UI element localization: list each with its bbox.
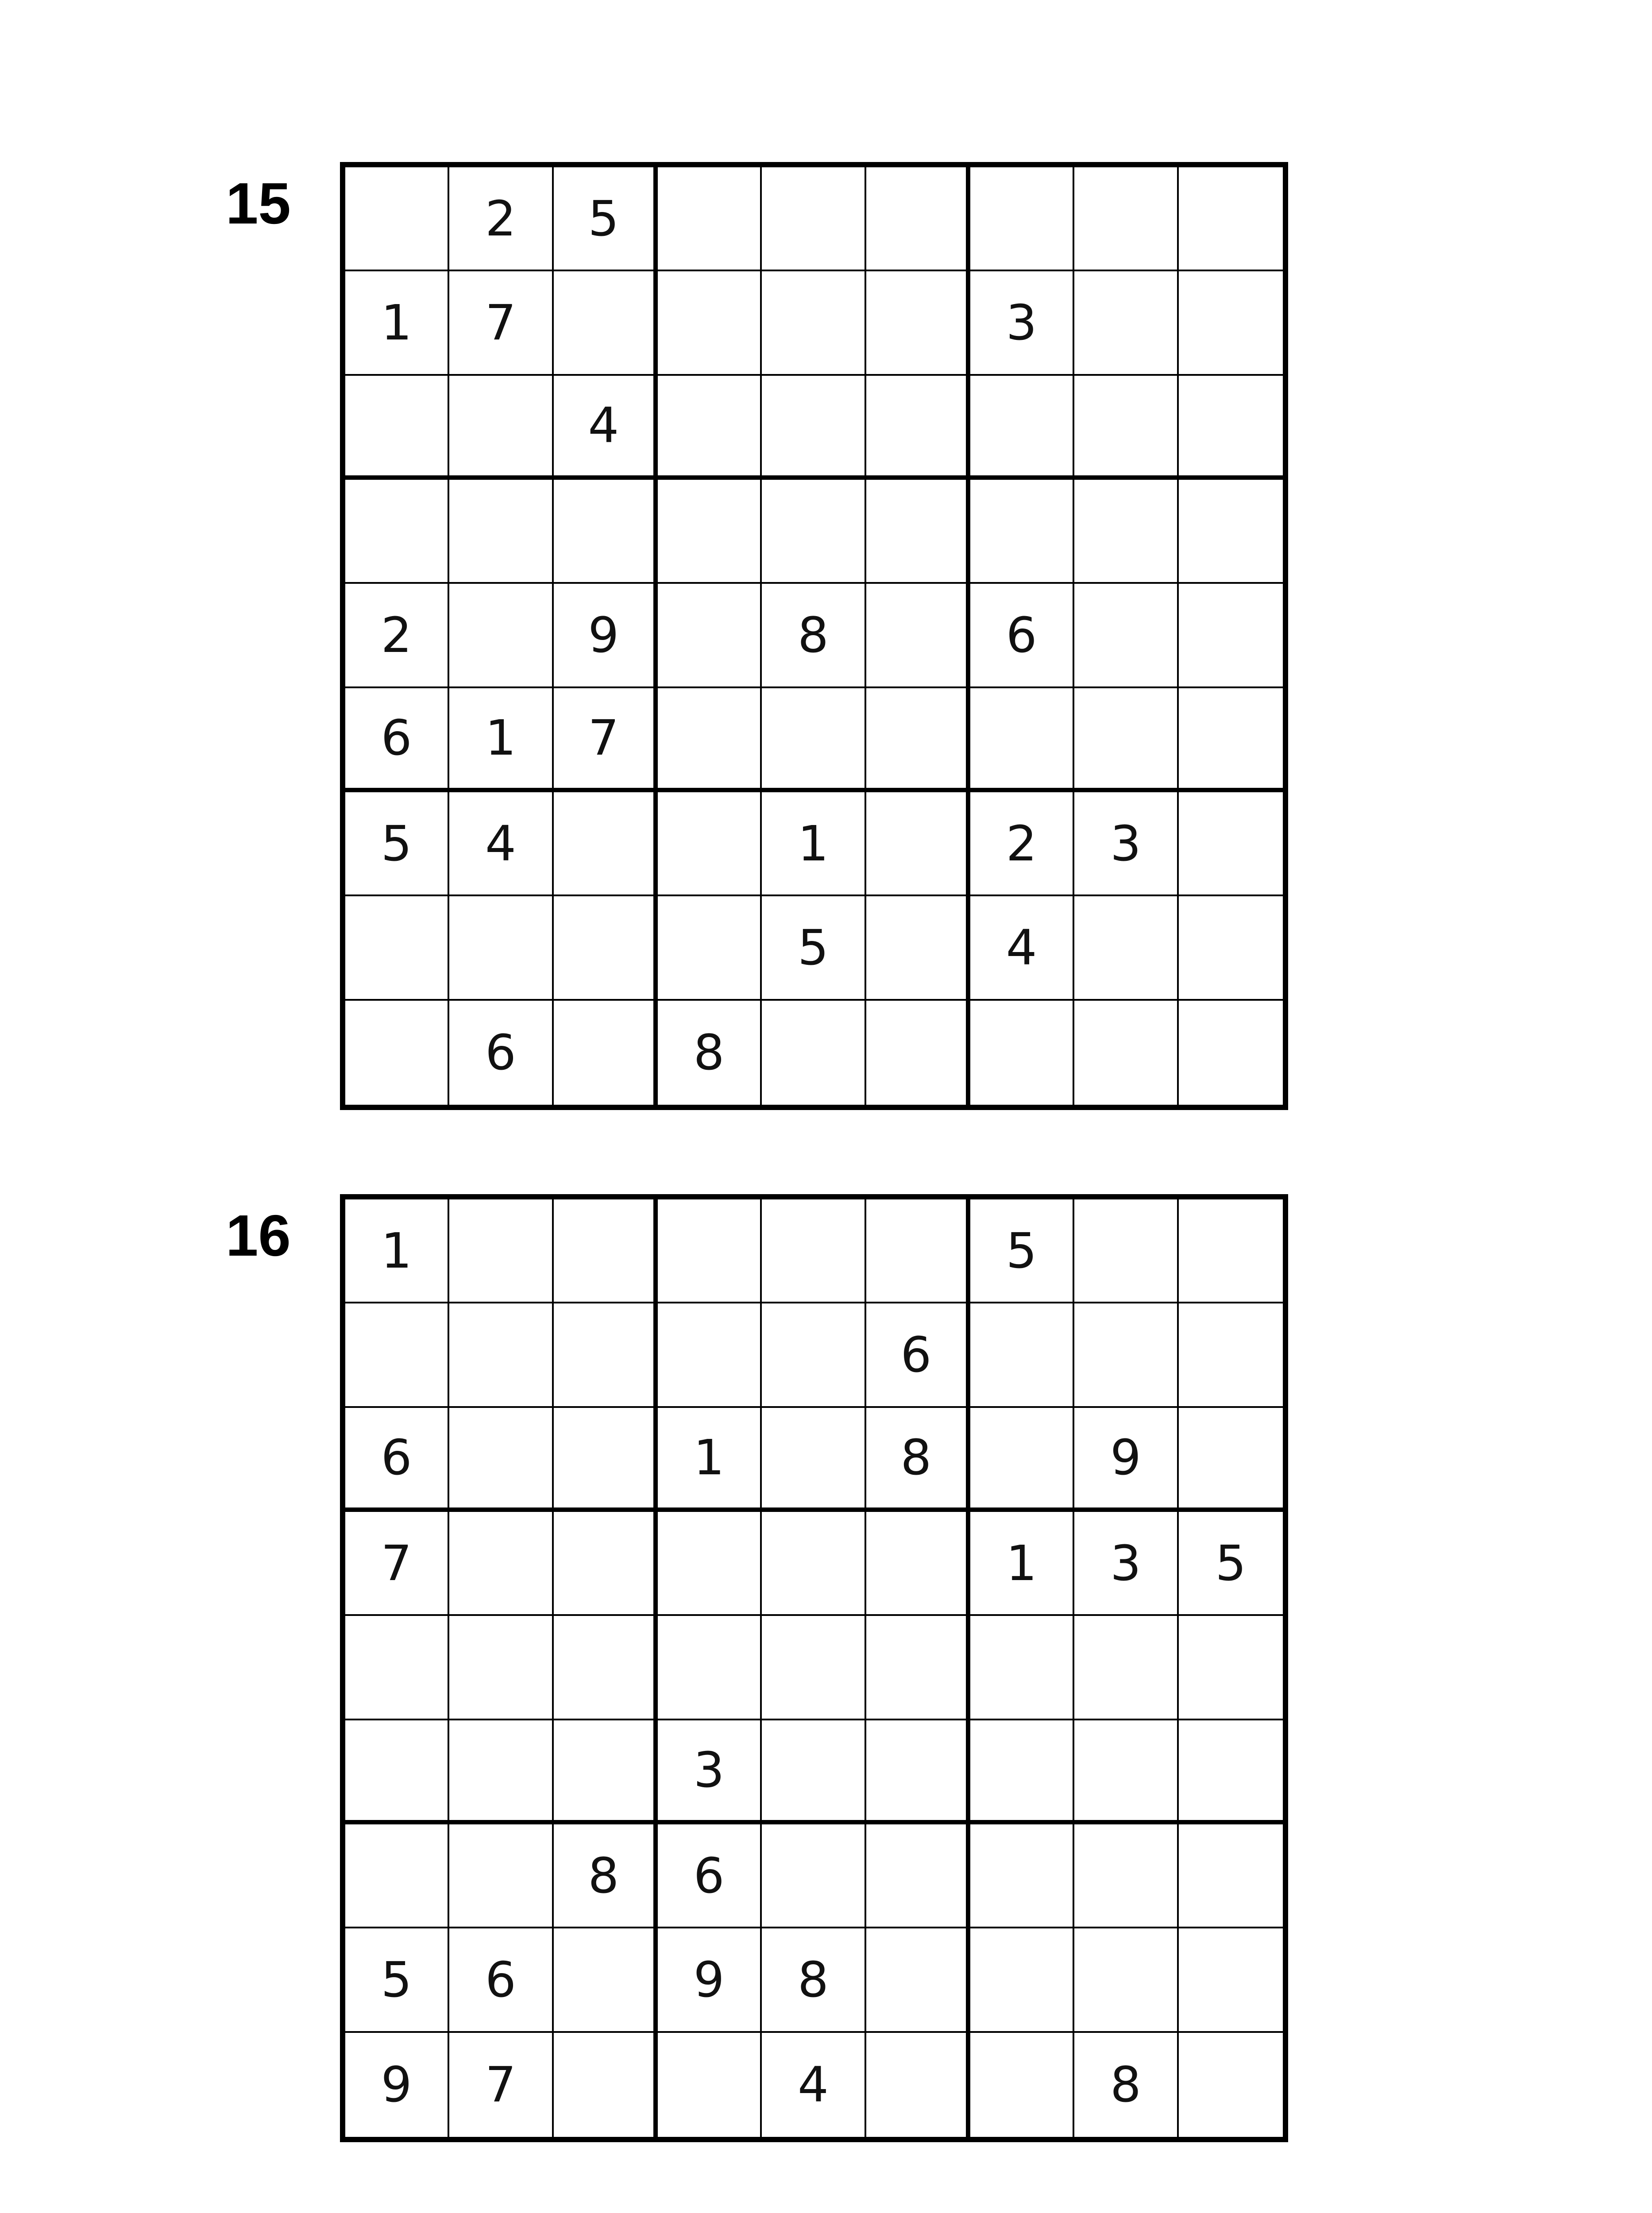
empty-cell[interactable] xyxy=(554,1512,658,1616)
empty-cell[interactable] xyxy=(866,896,970,1000)
empty-cell[interactable] xyxy=(970,376,1074,480)
empty-cell[interactable] xyxy=(449,584,553,688)
empty-cell[interactable] xyxy=(1074,1303,1178,1407)
empty-cell[interactable] xyxy=(1179,1824,1283,1928)
empty-cell[interactable] xyxy=(1179,792,1283,896)
empty-cell[interactable] xyxy=(866,271,970,375)
empty-cell[interactable] xyxy=(866,1616,970,1720)
empty-cell[interactable] xyxy=(1074,1001,1178,1105)
empty-cell[interactable] xyxy=(658,1616,762,1720)
empty-cell[interactable] xyxy=(762,1303,866,1407)
empty-cell[interactable] xyxy=(554,792,658,896)
given-cell[interactable]: 5 xyxy=(345,792,449,896)
empty-cell[interactable] xyxy=(1179,2033,1283,2137)
given-cell[interactable]: 2 xyxy=(345,584,449,688)
empty-cell[interactable] xyxy=(970,1616,1074,1720)
empty-cell[interactable] xyxy=(762,1616,866,1720)
given-cell[interactable]: 9 xyxy=(554,584,658,688)
given-cell[interactable]: 3 xyxy=(970,271,1074,375)
empty-cell[interactable] xyxy=(762,1824,866,1928)
empty-cell[interactable] xyxy=(970,1408,1074,1512)
empty-cell[interactable] xyxy=(762,1720,866,1824)
given-cell[interactable]: 7 xyxy=(345,1512,449,1616)
empty-cell[interactable] xyxy=(658,167,762,271)
given-cell[interactable]: 6 xyxy=(345,1408,449,1512)
empty-cell[interactable] xyxy=(554,1001,658,1105)
empty-cell[interactable] xyxy=(1074,480,1178,584)
empty-cell[interactable] xyxy=(554,1408,658,1512)
empty-cell[interactable] xyxy=(1074,1199,1178,1303)
given-cell[interactable]: 5 xyxy=(762,896,866,1000)
empty-cell[interactable] xyxy=(1179,1001,1283,1105)
empty-cell[interactable] xyxy=(970,1720,1074,1824)
empty-cell[interactable] xyxy=(1179,167,1283,271)
empty-cell[interactable] xyxy=(866,1512,970,1616)
given-cell[interactable]: 6 xyxy=(449,1001,553,1105)
empty-cell[interactable] xyxy=(762,688,866,792)
empty-cell[interactable] xyxy=(762,376,866,480)
empty-cell[interactable] xyxy=(1179,688,1283,792)
empty-cell[interactable] xyxy=(762,271,866,375)
empty-cell[interactable] xyxy=(1074,167,1178,271)
empty-cell[interactable] xyxy=(449,1824,553,1928)
sudoku-grid xyxy=(340,162,1288,1110)
empty-cell[interactable] xyxy=(1179,1928,1283,2032)
empty-cell[interactable] xyxy=(866,1928,970,2032)
empty-cell[interactable] xyxy=(1074,688,1178,792)
given-cell[interactable]: 1 xyxy=(345,271,449,375)
empty-cell[interactable] xyxy=(866,1824,970,1928)
given-cell[interactable]: 3 xyxy=(1074,1512,1178,1616)
given-cell[interactable]: 4 xyxy=(449,792,553,896)
empty-cell[interactable] xyxy=(970,167,1074,271)
empty-cell[interactable] xyxy=(554,271,658,375)
empty-cell[interactable] xyxy=(554,1199,658,1303)
given-cell[interactable]: 6 xyxy=(658,1824,762,1928)
empty-cell[interactable] xyxy=(658,1512,762,1616)
empty-cell[interactable] xyxy=(658,2033,762,2137)
given-cell[interactable]: 6 xyxy=(970,584,1074,688)
empty-cell[interactable] xyxy=(449,1512,553,1616)
empty-cell[interactable] xyxy=(554,1720,658,1824)
empty-cell[interactable] xyxy=(658,480,762,584)
empty-cell[interactable] xyxy=(762,167,866,271)
empty-cell[interactable] xyxy=(449,1199,553,1303)
empty-cell[interactable] xyxy=(658,1199,762,1303)
empty-cell[interactable] xyxy=(1074,271,1178,375)
empty-cell[interactable] xyxy=(554,1928,658,2032)
empty-cell[interactable] xyxy=(449,376,553,480)
given-cell[interactable]: 7 xyxy=(449,2033,553,2137)
empty-cell[interactable] xyxy=(1074,1824,1178,1928)
given-cell[interactable]: 8 xyxy=(658,1001,762,1105)
given-cell[interactable]: 1 xyxy=(345,1199,449,1303)
empty-cell[interactable] xyxy=(866,376,970,480)
empty-cell[interactable] xyxy=(1179,480,1283,584)
empty-cell[interactable] xyxy=(1074,896,1178,1000)
given-cell[interactable]: 9 xyxy=(658,1928,762,2032)
empty-cell[interactable] xyxy=(554,1616,658,1720)
given-cell[interactable]: 5 xyxy=(970,1199,1074,1303)
empty-cell[interactable] xyxy=(1179,1303,1283,1407)
empty-cell[interactable] xyxy=(1074,1616,1178,1720)
empty-cell[interactable] xyxy=(658,688,762,792)
empty-cell[interactable] xyxy=(1179,1199,1283,1303)
empty-cell[interactable] xyxy=(1074,376,1178,480)
given-cell[interactable]: 8 xyxy=(762,584,866,688)
empty-cell[interactable] xyxy=(449,1616,553,1720)
empty-cell[interactable] xyxy=(449,1720,553,1824)
empty-cell[interactable] xyxy=(1179,1616,1283,1720)
empty-cell[interactable] xyxy=(762,1512,866,1616)
given-cell[interactable]: 1 xyxy=(762,792,866,896)
given-cell[interactable]: 4 xyxy=(762,2033,866,2137)
empty-cell[interactable] xyxy=(1074,584,1178,688)
empty-cell[interactable] xyxy=(970,480,1074,584)
given-cell[interactable]: 6 xyxy=(866,1303,970,1407)
empty-cell[interactable] xyxy=(554,896,658,1000)
given-cell[interactable]: 8 xyxy=(762,1928,866,2032)
empty-cell[interactable] xyxy=(1074,1720,1178,1824)
empty-cell[interactable] xyxy=(658,271,762,375)
empty-cell[interactable] xyxy=(1179,896,1283,1000)
empty-cell[interactable] xyxy=(345,896,449,1000)
given-cell[interactable]: 9 xyxy=(345,2033,449,2137)
given-cell[interactable]: 3 xyxy=(1074,792,1178,896)
empty-cell[interactable] xyxy=(658,376,762,480)
empty-cell[interactable] xyxy=(970,688,1074,792)
empty-cell[interactable] xyxy=(866,1720,970,1824)
puzzle-number: 16 xyxy=(226,1203,291,1268)
empty-cell[interactable] xyxy=(345,1824,449,1928)
empty-cell[interactable] xyxy=(1179,376,1283,480)
given-cell[interactable]: 8 xyxy=(554,1824,658,1928)
given-cell[interactable]: 9 xyxy=(1074,1408,1178,1512)
empty-cell[interactable] xyxy=(345,1303,449,1407)
empty-cell[interactable] xyxy=(658,584,762,688)
empty-cell[interactable] xyxy=(658,1303,762,1407)
empty-cell[interactable] xyxy=(345,1616,449,1720)
given-cell[interactable]: 8 xyxy=(1074,2033,1178,2137)
given-cell[interactable]: 6 xyxy=(345,688,449,792)
empty-cell[interactable] xyxy=(762,1199,866,1303)
empty-cell[interactable] xyxy=(866,167,970,271)
empty-cell[interactable] xyxy=(554,2033,658,2137)
empty-cell[interactable] xyxy=(658,896,762,1000)
given-cell[interactable]: 1 xyxy=(658,1408,762,1512)
empty-cell[interactable] xyxy=(1179,271,1283,375)
empty-cell[interactable] xyxy=(345,480,449,584)
given-cell[interactable]: 7 xyxy=(554,688,658,792)
empty-cell[interactable] xyxy=(866,1199,970,1303)
empty-cell[interactable] xyxy=(970,1824,1074,1928)
empty-cell[interactable] xyxy=(1179,1408,1283,1512)
empty-cell[interactable] xyxy=(762,1408,866,1512)
empty-cell[interactable] xyxy=(866,2033,970,2137)
empty-cell[interactable] xyxy=(866,688,970,792)
empty-cell[interactable] xyxy=(554,1303,658,1407)
given-cell[interactable]: 6 xyxy=(449,1928,553,2032)
given-cell[interactable]: 3 xyxy=(658,1720,762,1824)
given-cell[interactable]: 1 xyxy=(449,688,553,792)
empty-cell[interactable] xyxy=(866,480,970,584)
empty-cell[interactable] xyxy=(449,1303,553,1407)
empty-cell[interactable] xyxy=(970,1928,1074,2032)
empty-cell[interactable] xyxy=(1074,1928,1178,2032)
empty-cell[interactable] xyxy=(866,792,970,896)
empty-cell[interactable] xyxy=(970,2033,1074,2137)
given-cell[interactable]: 2 xyxy=(449,167,553,271)
given-cell[interactable]: 4 xyxy=(554,376,658,480)
empty-cell[interactable] xyxy=(970,1001,1074,1105)
empty-cell[interactable] xyxy=(866,1001,970,1105)
empty-cell[interactable] xyxy=(345,1001,449,1105)
empty-cell[interactable] xyxy=(554,480,658,584)
empty-cell[interactable] xyxy=(658,792,762,896)
given-cell[interactable]: 4 xyxy=(970,896,1074,1000)
empty-cell[interactable] xyxy=(345,376,449,480)
puzzle-number: 15 xyxy=(226,171,291,236)
empty-cell[interactable] xyxy=(1179,584,1283,688)
empty-cell[interactable] xyxy=(762,1001,866,1105)
given-cell[interactable]: 5 xyxy=(554,167,658,271)
empty-cell[interactable] xyxy=(1179,1720,1283,1824)
empty-cell[interactable] xyxy=(345,167,449,271)
empty-cell[interactable] xyxy=(449,480,553,584)
empty-cell[interactable] xyxy=(762,480,866,584)
given-cell[interactable]: 5 xyxy=(1179,1512,1283,1616)
empty-cell[interactable] xyxy=(345,1720,449,1824)
empty-cell[interactable] xyxy=(970,1303,1074,1407)
given-cell[interactable]: 5 xyxy=(345,1928,449,2032)
empty-cell[interactable] xyxy=(449,896,553,1000)
given-cell[interactable]: 8 xyxy=(866,1408,970,1512)
given-cell[interactable]: 2 xyxy=(970,792,1074,896)
given-cell[interactable]: 1 xyxy=(970,1512,1074,1616)
given-cell[interactable]: 7 xyxy=(449,271,553,375)
empty-cell[interactable] xyxy=(449,1408,553,1512)
sudoku-grid xyxy=(340,1194,1288,2142)
empty-cell[interactable] xyxy=(866,584,970,688)
